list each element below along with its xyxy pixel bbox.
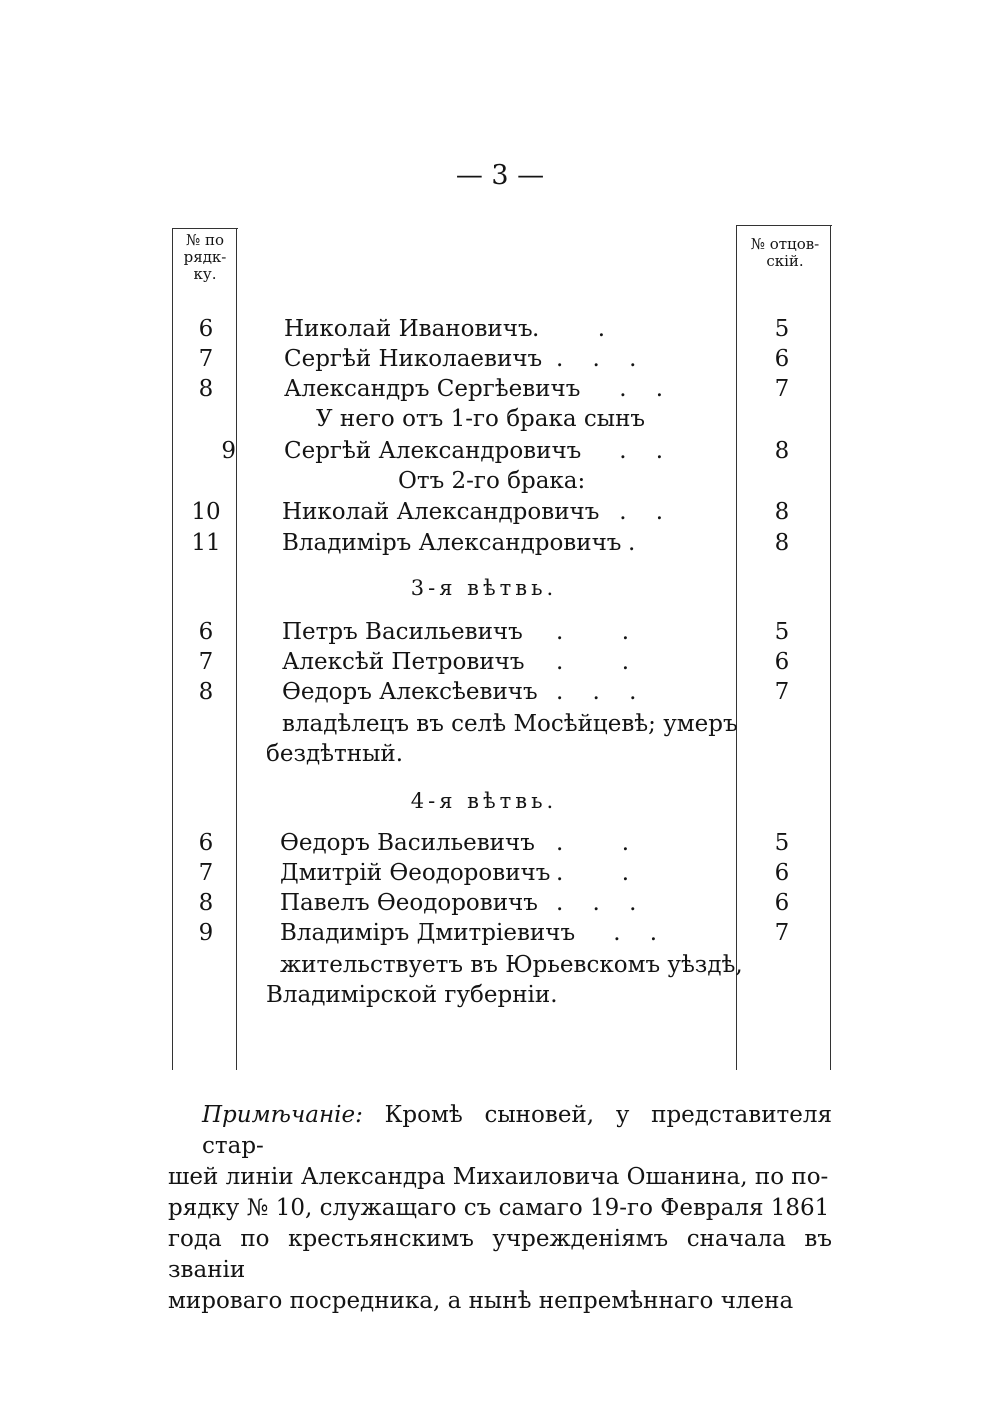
- header-left-line: ку.: [193, 265, 217, 283]
- header-right-line: № отцов-: [750, 235, 820, 253]
- person-name: Дмитрій Ѳеодоровичъ: [280, 860, 551, 886]
- father-number: 8: [774, 499, 790, 525]
- table-top-rule-left: [172, 228, 238, 229]
- row-number: 7: [198, 860, 214, 886]
- person-name: Павелъ Ѳеодоровичъ: [280, 890, 538, 916]
- row-number: 7: [198, 346, 214, 372]
- person-name: Николай Александровичъ: [282, 499, 600, 525]
- leader-dots: . .: [590, 376, 664, 402]
- person-name: Владиміръ Александровичъ: [282, 530, 622, 556]
- father-number: 5: [774, 830, 790, 856]
- father-number: 5: [774, 316, 790, 342]
- person-name: Сергѣй Александровичъ: [284, 438, 582, 464]
- table-top-rule-right: [736, 225, 832, 226]
- footnote-line: рядку № 10, служащаго съ самаго 19-го Февраля 1861: [168, 1195, 830, 1221]
- table-column-divider-left: [236, 228, 237, 1070]
- father-number: 8: [774, 530, 790, 556]
- row-number: 7: [198, 649, 214, 675]
- father-number: 7: [774, 679, 790, 705]
- leader-dots: . .: [556, 830, 630, 856]
- row-number: 11: [191, 530, 221, 556]
- footnote-line: мироваго посредника, а нынѣ непремѣннаго члена: [168, 1288, 794, 1314]
- remark-line: Владимірской губерніи.: [266, 982, 558, 1008]
- footnote-line: [168, 1100, 832, 1162]
- father-number: 8: [774, 438, 790, 464]
- remark-line: жительствуетъ въ Юрьевскомъ уѣздѣ,: [280, 952, 743, 978]
- page-number: — 3 —: [455, 160, 545, 191]
- person-name: Александръ Сергѣевичъ: [284, 376, 581, 402]
- header-left-line: № по: [186, 231, 224, 249]
- person-name: Владиміръ Дмитріевичъ: [280, 920, 576, 946]
- person-name: Николай Ивановичъ: [284, 316, 533, 342]
- leader-dots: . .: [590, 499, 664, 525]
- person-name: Алексѣй Петровичъ: [282, 649, 525, 675]
- footnote-text: Кромѣ сыновей, у представителя стар-: [202, 1102, 832, 1159]
- leader-dots: . . .: [556, 346, 637, 372]
- row-number: 8: [198, 890, 214, 916]
- leader-dots: . .: [584, 920, 658, 946]
- header-order-number: [174, 232, 236, 283]
- leader-dots: . . .: [556, 890, 637, 916]
- header-right-line: скій.: [766, 252, 804, 270]
- father-number: 7: [774, 376, 790, 402]
- leader-dots: . .: [532, 316, 606, 342]
- person-name: Ѳедоръ Васильевичъ: [280, 830, 535, 856]
- row-number: 9: [221, 438, 236, 464]
- person-name: Сергѣй Николаевичъ: [284, 346, 543, 372]
- remark-line: владѣлецъ въ селѣ Мосѣйцевѣ; умеръ: [282, 711, 738, 737]
- father-number: 6: [774, 346, 790, 372]
- father-number: 5: [774, 619, 790, 645]
- father-number: 6: [774, 649, 790, 675]
- footnote-line: шей линіи Александра Михаиловича Ошанина, по по-: [168, 1164, 829, 1190]
- marriage-line: У него отъ 1-го брака сынъ: [316, 406, 646, 432]
- remark-line: бездѣтный.: [266, 741, 404, 767]
- leader-dots: . .: [556, 649, 630, 675]
- footnote-line: года по крестьянскимъ учрежденіямъ сначала въ званіи: [168, 1226, 832, 1283]
- leader-dots: . .: [556, 860, 630, 886]
- marriage-line: Отъ 2-го брака:: [398, 468, 586, 494]
- header-father-number: [738, 236, 832, 270]
- person-name: Ѳедоръ Алексѣевичъ: [282, 679, 538, 705]
- footnote-label: Примѣчаніе:: [202, 1102, 363, 1128]
- person-name: Петръ Васильевичъ: [282, 619, 523, 645]
- row-number: 6: [198, 316, 214, 342]
- table-right-border: [830, 225, 831, 1070]
- row-number: 8: [198, 679, 214, 705]
- branch-3-title: 3-я вѣтвь.: [410, 576, 558, 600]
- row-number: 8: [198, 376, 214, 402]
- row-number: 6: [198, 830, 214, 856]
- father-number: 7: [774, 920, 790, 946]
- leader-dots: .: [628, 530, 636, 556]
- branch-4-title: 4-я вѣтвь.: [410, 789, 558, 813]
- row-number: 10: [191, 499, 221, 525]
- row-number: 9: [198, 920, 214, 946]
- header-left-line: рядк-: [183, 248, 227, 266]
- leader-dots: . .: [590, 438, 664, 464]
- leader-dots: . . .: [556, 679, 637, 705]
- leader-dots: . .: [556, 619, 630, 645]
- footnote-paragraph: [168, 1100, 832, 1317]
- father-number: 6: [774, 860, 790, 886]
- father-number: 6: [774, 890, 790, 916]
- table-left-border: [172, 228, 173, 1070]
- row-number: 6: [198, 619, 214, 645]
